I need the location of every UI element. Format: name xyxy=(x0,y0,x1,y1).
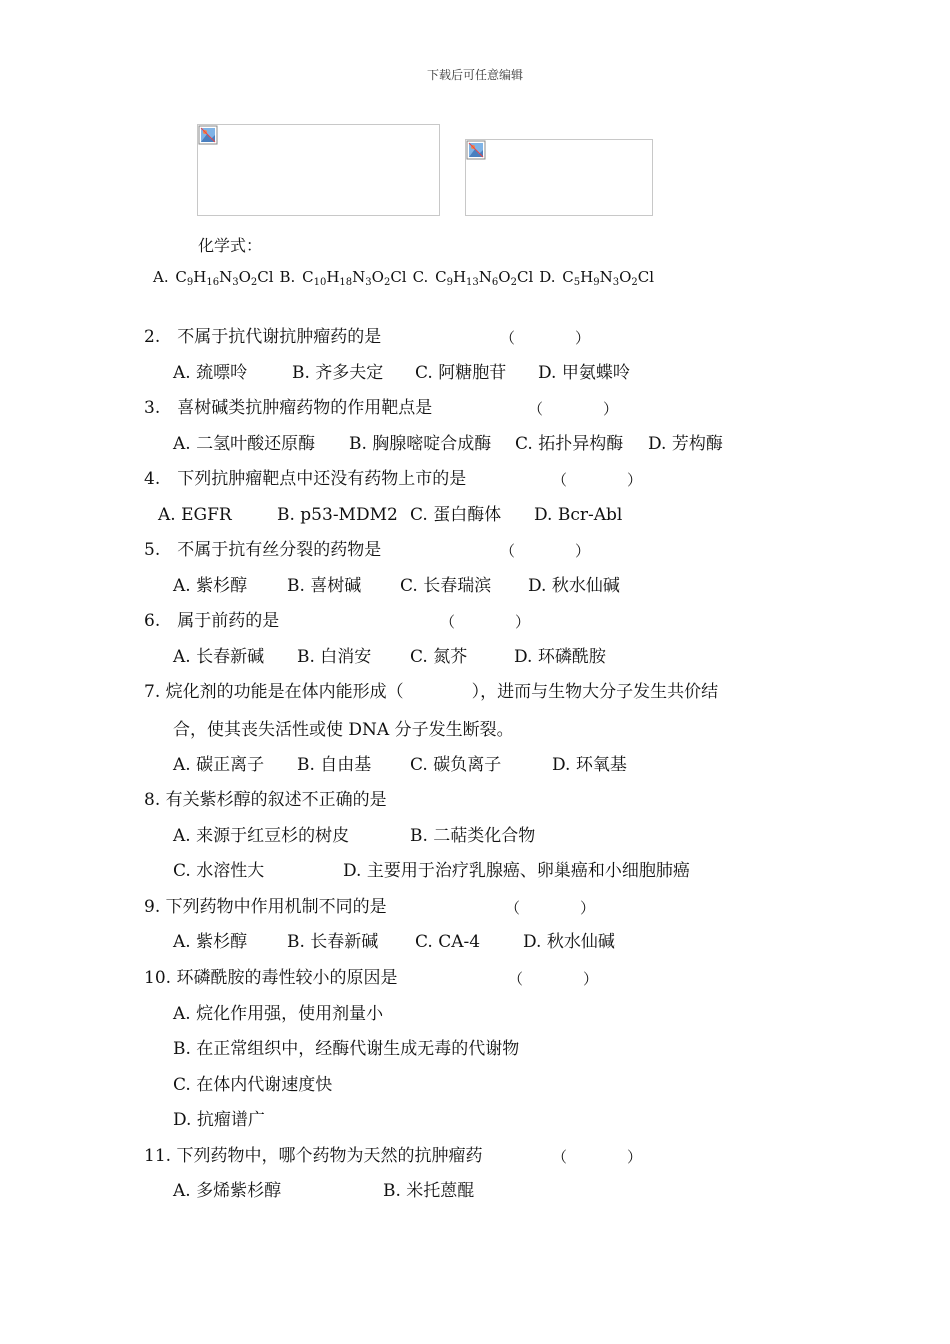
question-5-option-a: A. 紫杉醇 xyxy=(173,576,248,596)
question-2-stem: 2. 不属于抗代谢抗肿瘤药的是 xyxy=(144,327,382,347)
question-2-option-b: B. 齐多夫定 xyxy=(292,363,384,383)
question-9-option-a: A. 紫杉醇 xyxy=(173,932,248,952)
question-8-option-a: A. 来源于红豆杉的树皮 xyxy=(173,826,350,846)
question-5-stem: 5. 不属于抗有丝分裂的药物是 xyxy=(144,540,382,560)
formula-label: 化学式： xyxy=(198,236,263,255)
question-6-option-c: C. 氮芥 xyxy=(410,647,468,667)
question-8-stem: 8. 有关紫杉醇的叙述不正确的是 xyxy=(144,790,387,810)
structure-image-1 xyxy=(197,124,440,216)
page-header: 下载后可任意编辑 xyxy=(426,68,523,82)
formula-option-d: D. $C_5H_9N_3O_2Cl$ xyxy=(539,268,655,288)
question-9-blank: （ ） xyxy=(505,899,596,917)
question-3-blank: （ ） xyxy=(528,400,619,418)
question-11-option-a: A. 多烯紫杉醇 xyxy=(173,1181,282,1201)
question-9-option-c: C. CA-4 xyxy=(415,932,481,952)
question-10-blank: （ ） xyxy=(508,970,599,988)
formula-option-a: A. $C_9H_{16}N_3O_2Cl$ xyxy=(153,268,274,288)
question-3-option-b: B. 胸腺嘧啶合成酶 xyxy=(349,434,492,454)
question-10-option-b: B. 在正常组织中，经酶代谢生成无毒的代谢物 xyxy=(173,1039,520,1059)
question-6-option-d: D. 环磷酰胺 xyxy=(514,647,606,667)
question-7-option-c: C. 碳负离子 xyxy=(410,755,502,775)
question-3-option-d: D. 芳构酶 xyxy=(648,434,723,454)
question-10-option-d: D. 抗瘤谱广 xyxy=(173,1110,265,1130)
question-4-option-d: D. Bcr-Abl xyxy=(534,505,623,525)
question-4-option-b: B. p53-MDM2 xyxy=(277,505,398,525)
question-2-option-d: D. 甲氨蝶呤 xyxy=(538,363,630,383)
question-2-option-a: A. 巯嘌呤 xyxy=(173,363,248,383)
question-7-option-a: A. 碳正离子 xyxy=(173,755,265,775)
question-10-option-c: C. 在体内代谢速度快 xyxy=(173,1075,333,1095)
question-3-option-a: A. 二氢叶酸还原酶 xyxy=(173,434,316,454)
structure-image-2 xyxy=(465,139,653,216)
question-11-option-b: B. 米托蒽醌 xyxy=(383,1181,475,1201)
question-7-option-d: D. 环氧基 xyxy=(552,755,627,775)
question-4-option-c: C. 蛋白酶体 xyxy=(410,505,502,525)
question-10-option-a: A. 烷化作用强，使用剂量小 xyxy=(173,1004,384,1024)
formula-option-b: B. $C_{10}H_{18}N_3O_2Cl$ xyxy=(279,268,407,288)
formula-options xyxy=(153,268,660,288)
question-6-option-b: B. 白消安 xyxy=(297,647,372,667)
question-7-option-b: B. 自由基 xyxy=(297,755,372,775)
question-6-stem: 6. 属于前药的是 xyxy=(144,611,280,631)
question-7-stem-line-1: 7. 烷化剂的功能是在体内能形成（ ），进而与生物大分子发生共价结 xyxy=(144,682,719,702)
question-8-option-b: B. 二萜类化合物 xyxy=(410,826,536,846)
question-3-option-c: C. 拓扑异构酶 xyxy=(515,434,624,454)
question-6-option-a: A. 长春新碱 xyxy=(173,647,265,667)
question-4-stem: 4. 下列抗肿瘤靶点中还没有药物上市的是 xyxy=(144,469,467,489)
question-7-stem-line-2: 合，使其丧失活性或使 DNA 分子发生断裂。 xyxy=(173,720,514,740)
question-5-option-d: D. 秋水仙碱 xyxy=(528,576,620,596)
question-6-blank: （ ） xyxy=(440,613,531,631)
question-11-stem: 11. 下列药物中，哪个药物为天然的抗肿瘤药 xyxy=(144,1146,483,1166)
question-11-blank: （ ） xyxy=(552,1148,643,1166)
formula-option-c: C. $C_9H_{13}N_6O_2Cl$ xyxy=(412,268,534,288)
question-5-blank: （ ） xyxy=(500,542,591,560)
question-2-blank: （ ） xyxy=(500,329,591,347)
question-9-stem: 9. 下列药物中作用机制不同的是 xyxy=(144,897,387,917)
question-9-option-d: D. 秋水仙碱 xyxy=(523,932,615,952)
question-4-option-a: A. EGFR xyxy=(158,505,232,525)
question-5-option-c: C. 长春瑞滨 xyxy=(400,576,492,596)
question-8-option-d: D. 主要用于治疗乳腺癌、卵巢癌和小细胞肺癌 xyxy=(343,861,690,881)
question-3-stem: 3. 喜树碱类抗肿瘤药物的作用靶点是 xyxy=(144,398,433,418)
question-4-blank: （ ） xyxy=(552,471,643,489)
broken-image-icon xyxy=(198,125,218,145)
question-2-option-c: C. 阿糖胞苷 xyxy=(415,363,507,383)
question-8-option-c: C. 水溶性大 xyxy=(173,861,265,881)
question-10-stem: 10. 环磷酰胺的毒性较小的原因是 xyxy=(144,968,398,988)
question-9-option-b: B. 长春新碱 xyxy=(287,932,379,952)
broken-image-icon xyxy=(466,140,486,160)
question-5-option-b: B. 喜树碱 xyxy=(287,576,362,596)
